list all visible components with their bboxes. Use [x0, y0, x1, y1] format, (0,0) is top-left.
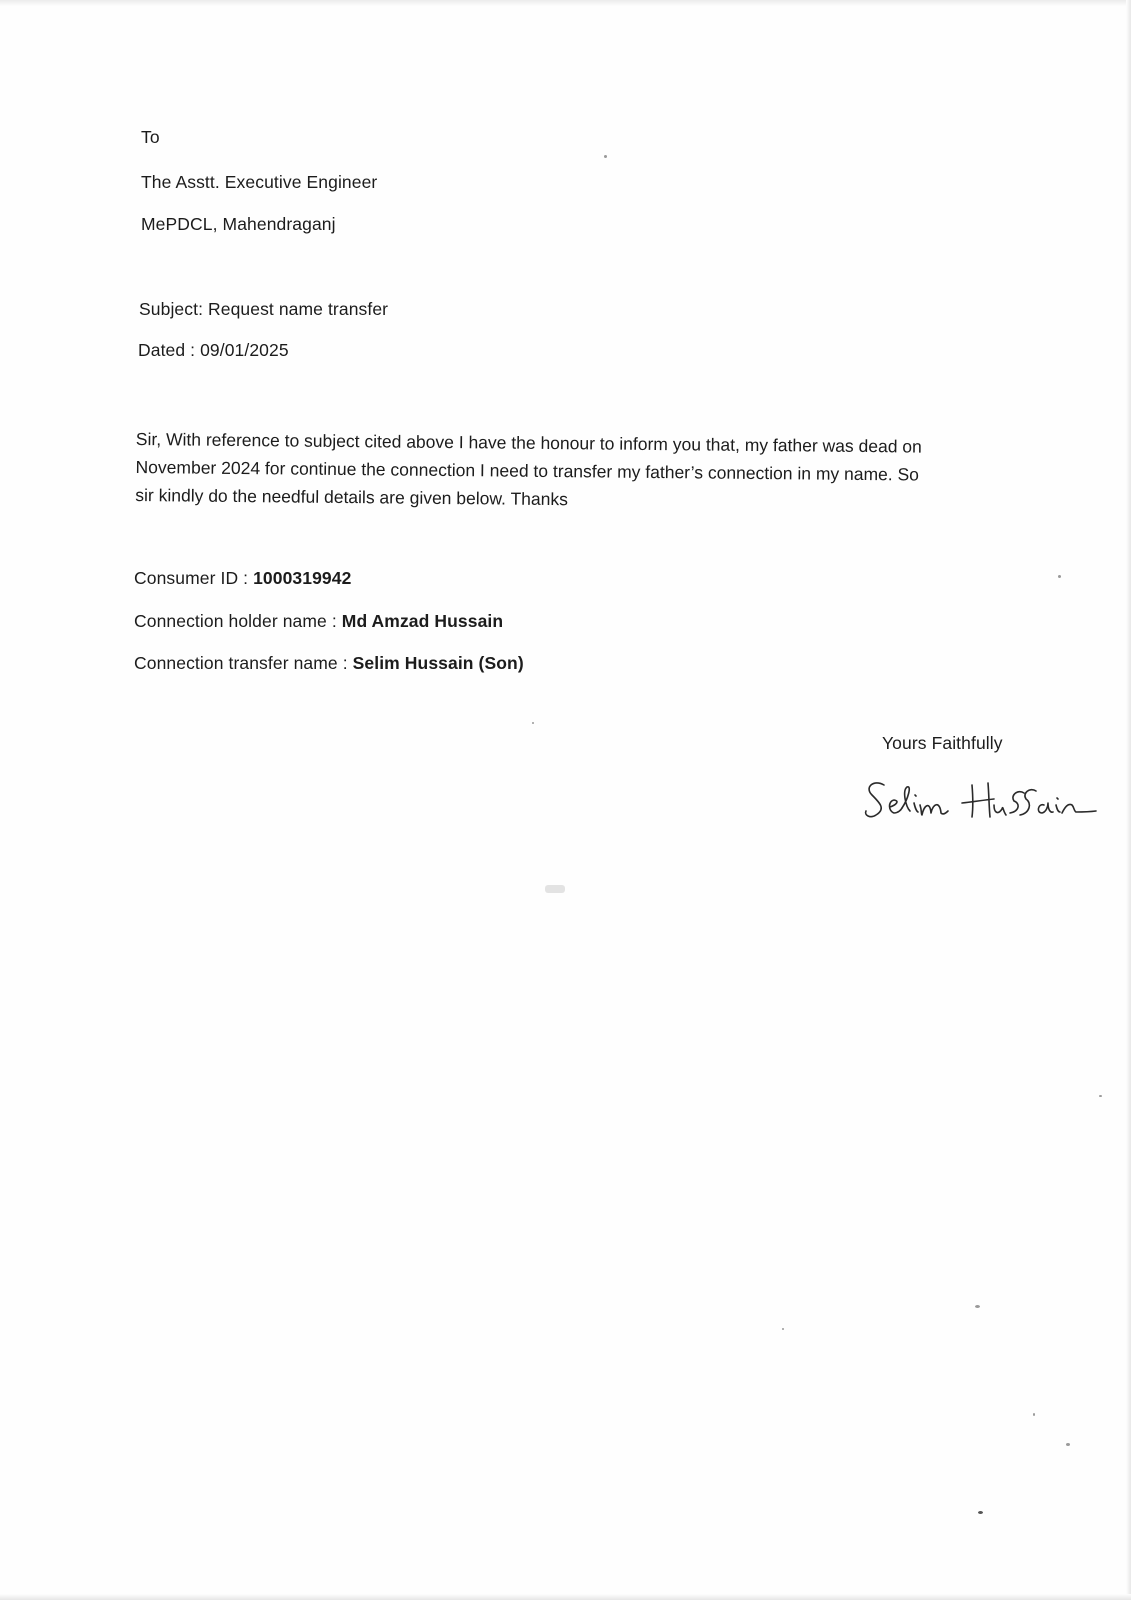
- recipient-title: The Asstt. Executive Engineer: [141, 172, 378, 192]
- holder-name-value: Md Amzad Hussain: [341, 611, 504, 631]
- scan-speck: [532, 722, 534, 724]
- scan-speck: [975, 1305, 980, 1308]
- scan-speck: [604, 155, 607, 158]
- date-line: Dated : 09/01/2025: [138, 340, 289, 360]
- letter-body: [135, 425, 1016, 517]
- body-line: sir kindly do the needful details are given below. Thanks: [135, 484, 568, 510]
- consumer-id-label: Consumer ID :: [134, 568, 254, 588]
- body-line: November 2024 for continue the connection I need to transfer my father’s connection in my name. So: [135, 456, 920, 485]
- holder-name-row: [134, 611, 503, 632]
- scan-speck: [1033, 1413, 1035, 1416]
- transfer-name-label: Connection transfer name :: [134, 653, 353, 673]
- subject-line: Subject: Request name transfer: [139, 299, 389, 319]
- scan-speck: [1066, 1443, 1070, 1446]
- address-to-label: To: [141, 127, 160, 147]
- holder-name-label: Connection holder name :: [134, 611, 342, 631]
- scan-edge-top: [0, 0, 1131, 6]
- transfer-name-value: Selim Hussain (Son): [352, 653, 524, 673]
- scan-speck: [782, 1328, 784, 1330]
- scan-speck: [1099, 1095, 1102, 1097]
- consumer-id-value: 1000319942: [253, 568, 352, 588]
- body-line: Sir, With reference to subject cited above I have the honour to inform you that, my father was dead on: [135, 428, 922, 457]
- handwritten-signature: [860, 775, 1105, 835]
- scan-edge-right: [1126, 0, 1131, 1600]
- recipient-office: MePDCL, Mahendraganj: [141, 214, 336, 234]
- closing-line: Yours Faithfully: [882, 733, 1003, 753]
- transfer-name-row: [134, 653, 524, 674]
- scan-speck: [978, 1511, 983, 1514]
- consumer-id-row: [134, 568, 351, 589]
- scan-smudge: [545, 885, 565, 893]
- scan-speck: [1058, 575, 1061, 578]
- scan-edge-bottom: [0, 1594, 1131, 1600]
